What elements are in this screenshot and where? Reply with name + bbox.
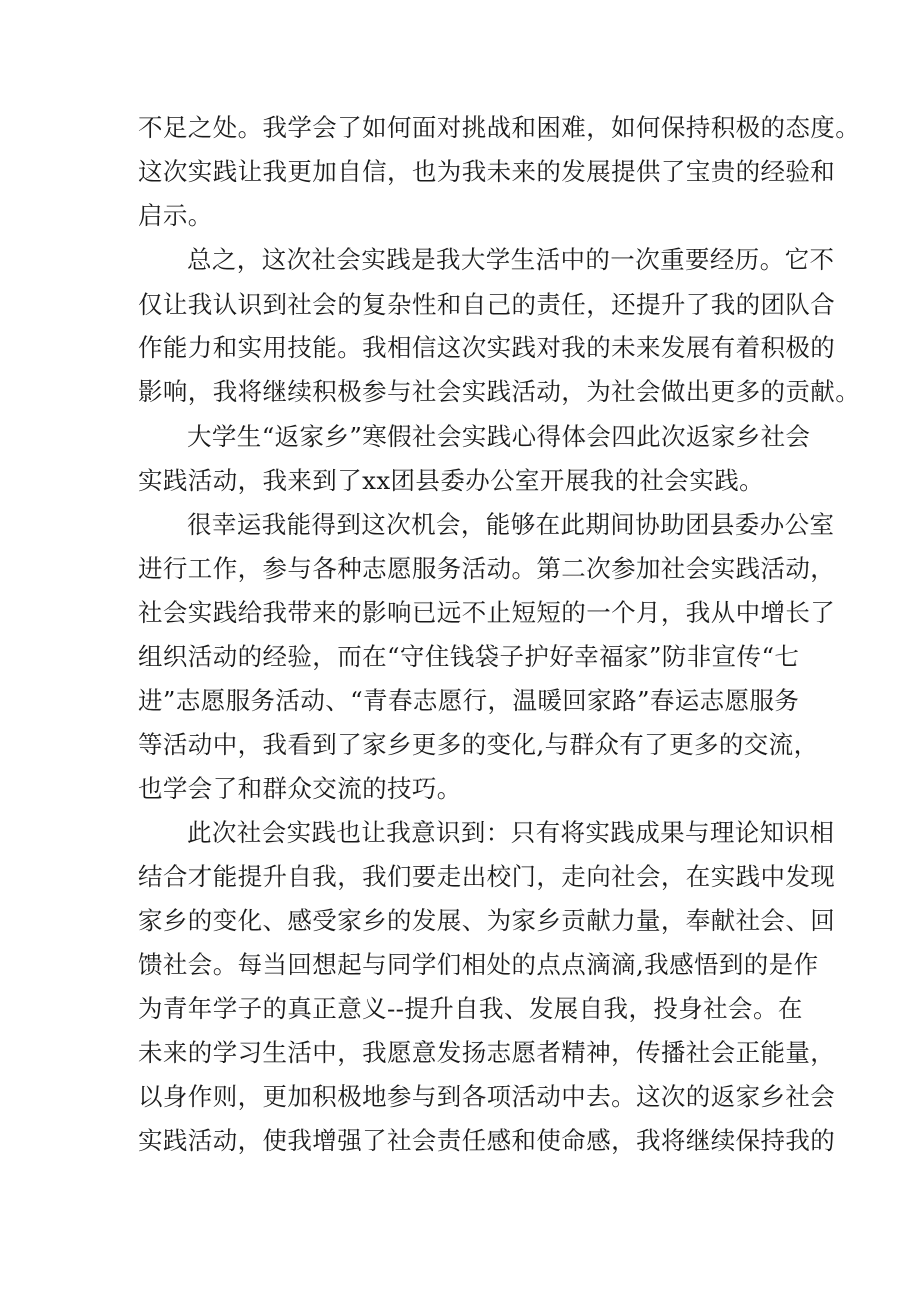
text-line: 仅让我认识到社会的复杂性和自己的责任，还提升了我的团队合 — [138, 290, 836, 319]
text-line: 很幸运我能得到这次机会，能够在此期间协助团县委办公室 — [187, 510, 835, 539]
text-line: 大学生“返家乡”寒假社会实践心得体会四此次返家乡社会 — [187, 422, 811, 451]
text-line: 此次社会实践也让我意识到：只有将实践成果与理论知识相 — [187, 818, 835, 847]
text-line: 实践活动，我来到了xx团县委办公室开展我的社会实践。 — [138, 466, 765, 495]
text-line: 以身作则，更加积极地参与到各项活动中去。这次的返家乡社会 — [138, 1082, 836, 1111]
text-line: 作能力和实用技能。我相信这次实践对我的未来发展有着积极的 — [138, 333, 836, 362]
text-line: 影响，我将继续积极参与社会实践活动，为社会做出更多的贡献。 — [138, 377, 861, 406]
text-line: 组织活动的经验，而在“守住钱袋子护好幸福家”防非宣传“七 — [138, 642, 800, 671]
text-line: 社会实践给我带来的影响已远不止短短的一个月，我从中增长了 — [138, 598, 836, 627]
text-line: 馈社会。每当回想起与同学们相处的点点滴滴,我感悟到的是作 — [138, 950, 819, 979]
text-line: 进”志愿服务活动、“青春志愿行，温暖回家路”春运志愿服务 — [138, 686, 800, 715]
text-line: 进行工作，参与各种志愿服务活动。第二次参加社会实践活动， — [138, 554, 836, 583]
text-line: 也学会了和群众交流的技巧。 — [138, 774, 462, 803]
text-line: 实践活动，使我增强了社会责任感和使命感，我将继续保持我的 — [138, 1126, 836, 1155]
text-line: 不足之处。我学会了如何面对挑战和困难，如何保持积极的态度。 — [138, 113, 861, 142]
text-line: 结合才能提升自我，我们要走出校门，走向社会，在实践中发现 — [138, 862, 836, 891]
text-line: 家乡的变化、感受家乡的发展、为家乡贡献力量，奉献社会、回 — [138, 906, 836, 935]
text-line: 这次实践让我更加自信，也为我未来的发展提供了宝贵的经验和 — [138, 157, 836, 186]
text-line: 未来的学习生活中，我愿意发扬志愿者精神，传播社会正能量， — [138, 1038, 836, 1067]
text-line: 启示。 — [138, 201, 213, 230]
text-line: 总之，这次社会实践是我大学生活中的一次重要经历。它不 — [187, 245, 835, 274]
text-line: 为青年学子的真正意义--提升自我、发展自我，投身社会。在 — [138, 994, 803, 1023]
text-line: 等活动中，我看到了家乡更多的变化,与群众有了更多的交流， — [138, 730, 819, 759]
